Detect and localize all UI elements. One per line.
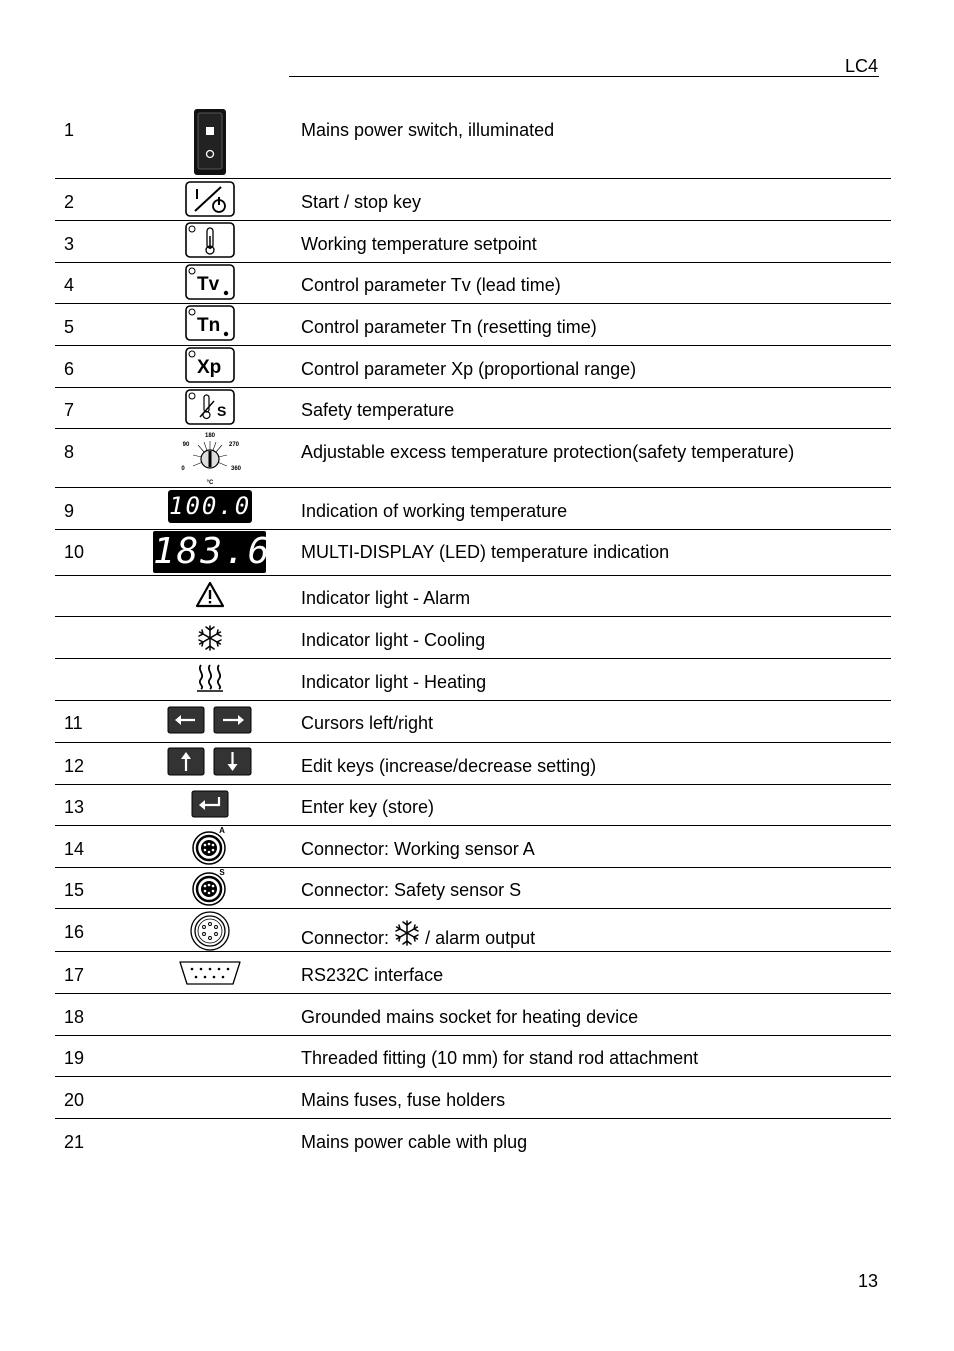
row-description: Working temperature setpoint <box>301 234 537 254</box>
row-number: 20 <box>64 1090 85 1110</box>
row-number: 10 <box>64 542 85 562</box>
cursor-keys-icon <box>167 706 253 734</box>
dial-label-0: 0 <box>181 466 185 472</box>
table-row <box>55 488 891 530</box>
dial-label-360: 360 <box>230 466 241 472</box>
row-description <box>301 920 535 951</box>
row-number: 12 <box>64 756 85 776</box>
row-description: Enter key (store) <box>301 797 435 817</box>
table-row <box>55 1119 891 1160</box>
heating-icon <box>196 662 224 692</box>
tn-key-icon <box>185 305 235 341</box>
row-description: Grounded mains socket for heating device <box>301 1007 639 1027</box>
table-row <box>55 576 891 617</box>
row-description: Adjustable excess temperature protection(safety temperature) <box>301 442 795 462</box>
row-number: 1 <box>64 120 75 140</box>
thermometer-key-icon <box>185 222 235 258</box>
row-description: Control parameter Xp (proportional range) <box>301 359 637 379</box>
row-number: 11 <box>64 713 83 733</box>
tn-label: Tn <box>197 315 221 336</box>
row-number: 19 <box>64 1048 85 1068</box>
table-row <box>55 0 891 179</box>
table-row <box>55 743 891 785</box>
table-row <box>55 530 891 576</box>
dial-unit-label: °C <box>206 480 214 486</box>
table-row <box>55 388 891 429</box>
row-description-prefix: Connector: <box>301 928 395 948</box>
row-description: Indicator light - Alarm <box>301 588 471 608</box>
table-row <box>55 868 891 909</box>
edit-keys-icon <box>167 747 253 776</box>
row-number: 8 <box>64 442 75 462</box>
table-row <box>55 1077 891 1119</box>
enter-key-icon <box>191 790 229 818</box>
row-number: 5 <box>64 317 75 337</box>
table-row <box>55 785 891 826</box>
row-description: Cursors left/right <box>301 713 434 733</box>
row-description: Indicator light - Heating <box>301 672 487 692</box>
alarm-triangle-icon <box>195 581 225 608</box>
table-row <box>55 429 891 488</box>
row-number: 16 <box>64 922 85 942</box>
table-row <box>55 826 891 868</box>
dial-icon <box>179 430 241 486</box>
dial-label-270: 270 <box>228 442 240 448</box>
row-description: RS232C interface <box>301 965 444 985</box>
table-row <box>55 909 891 952</box>
row-description: Edit keys (increase/decrease setting) <box>301 756 597 776</box>
rs232-icon <box>178 959 242 987</box>
table-row <box>55 1036 891 1077</box>
table-row <box>55 263 891 304</box>
start-stop-key-icon <box>185 181 235 217</box>
row-description: Mains power switch, illuminated <box>301 120 555 140</box>
inline-snowflake-icon <box>394 920 420 951</box>
row-description: Threaded fitting (10 mm) for stand rod attachment <box>301 1048 699 1068</box>
lcd-display-icon: 100.0 <box>169 492 252 520</box>
table-row <box>55 304 891 346</box>
row-number: 3 <box>64 234 75 254</box>
table-row <box>55 617 891 659</box>
row-number: 4 <box>64 275 75 295</box>
connector-a-label: A <box>219 826 225 835</box>
page-header-title: LC4 <box>844 56 878 76</box>
led-display-icon: 183.6 <box>153 531 272 572</box>
xp-label: Xp <box>197 357 222 378</box>
row-number: 7 <box>64 400 75 420</box>
table-row <box>55 659 891 701</box>
row-number: 13 <box>64 797 85 817</box>
row-number: 15 <box>64 880 85 900</box>
table-row <box>55 179 891 221</box>
row-description: Start / stop key <box>301 192 422 212</box>
row-number: 17 <box>64 965 85 985</box>
row-description: Connector: Working sensor A <box>301 839 535 859</box>
row-number: 2 <box>64 192 75 212</box>
tv-key-icon <box>185 264 235 300</box>
row-description: Indication of working temperature <box>301 501 568 521</box>
table-row <box>55 221 891 263</box>
power-switch-icon <box>193 108 227 176</box>
row-description: Safety temperature <box>301 400 455 420</box>
dial-label-180: 180 <box>204 433 216 439</box>
tv-label: Tv <box>197 274 220 295</box>
connector-s-icon <box>191 868 231 908</box>
connector-s-label: S <box>219 868 225 877</box>
table-row <box>55 701 891 743</box>
table-row <box>55 346 891 388</box>
row-description: MULTI-DISPLAY (LED) temperature indication <box>301 542 670 562</box>
row-description-suffix: / alarm output <box>420 928 536 948</box>
table-row <box>55 952 891 994</box>
row-description: Control parameter Tv (lead time) <box>301 275 561 295</box>
dial-label-90: 90 <box>182 442 190 448</box>
connector-alarm-icon <box>190 911 230 951</box>
page-number: 13 <box>857 1271 878 1291</box>
row-description: Control parameter Tn (resetting time) <box>301 317 597 337</box>
s-label: S <box>217 403 227 419</box>
row-description: Indicator light - Cooling <box>301 630 486 650</box>
row-number: 18 <box>64 1007 85 1027</box>
row-description: Mains fuses, fuse holders <box>301 1090 506 1110</box>
connector-a-icon <box>191 826 231 866</box>
row-number: 21 <box>64 1132 85 1152</box>
row-number: 14 <box>64 839 85 859</box>
row-number: 9 <box>64 501 75 521</box>
snowflake-icon <box>197 625 223 651</box>
row-number: 6 <box>64 359 75 379</box>
row-description: Connector: Safety sensor S <box>301 880 522 900</box>
table-row <box>55 994 891 1036</box>
safety-temperature-key-icon <box>185 389 235 425</box>
row-description: Mains power cable with plug <box>301 1132 528 1152</box>
xp-key-icon <box>185 347 235 383</box>
